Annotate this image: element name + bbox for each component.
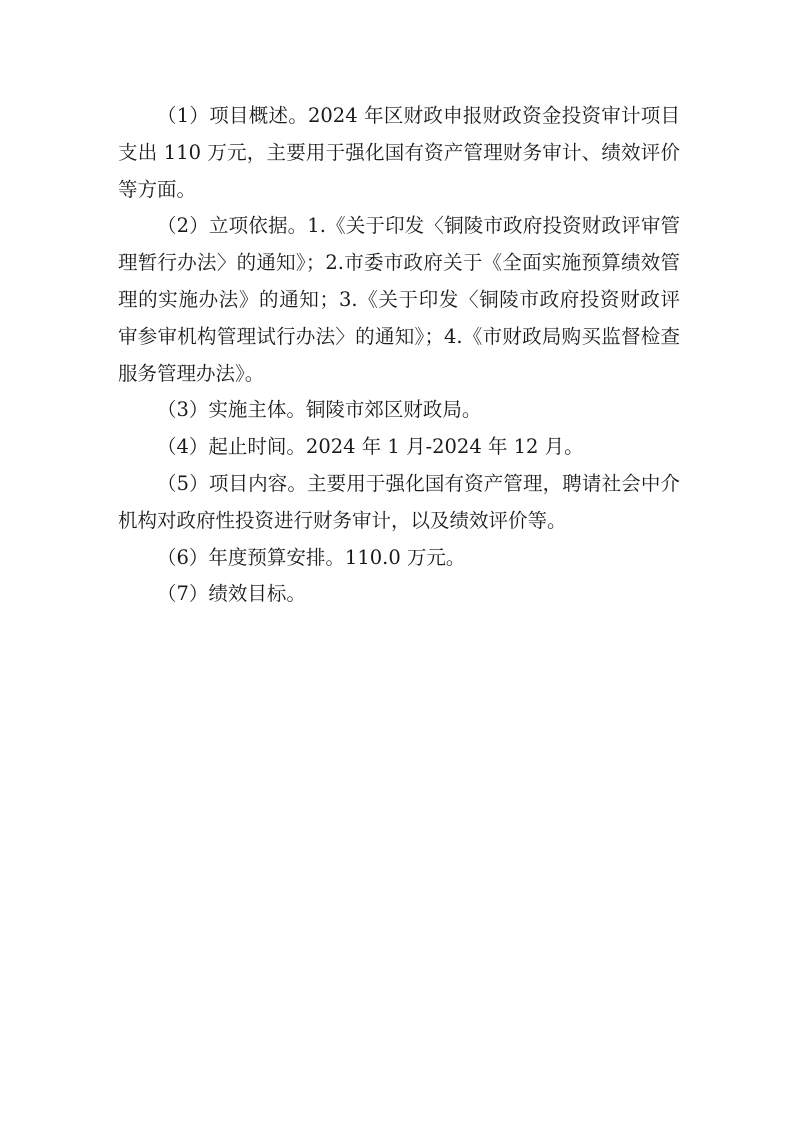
paragraph-project-overview: （1）项目概述。2024 年区财政申报财政资金投资审计项目支出 110 万元，主要用于强化国有资产管理财务审计、绩效评价等方面。 (118, 104, 680, 201)
paragraph-implementing-entity: （3）实施主体。铜陵市郊区财政局。 (157, 398, 482, 422)
paragraph-project-basis: （2）立项依据。1.《关于印发〈铜陵市政府投资财政评审管理暂行办法〉的通知》；2.市委市政府关于《全面实施预算绩效管理的实施办法》的通知；3.《关于印发〈铜陵市政府投资财政评审参审机构管理试行办法〉的通知》；4.《市财政局购买监督检查服务管理办法》。 (118, 214, 680, 385)
paragraph-annual-budget: （6）年度预算安排。110.0 万元。 (157, 545, 466, 569)
paragraph-performance-goals: （7）绩效目标。 (157, 582, 306, 606)
document-body (118, 98, 680, 613)
paragraph-project-content: （5）项目内容。主要用于强化国有资产管理，聘请社会中介机构对政府性投资进行财务审计，以及绩效评价等。 (118, 471, 680, 532)
paragraph-time-period: （4）起止时间。2024 年 1 月-2024 年 12 月。 (157, 435, 584, 459)
